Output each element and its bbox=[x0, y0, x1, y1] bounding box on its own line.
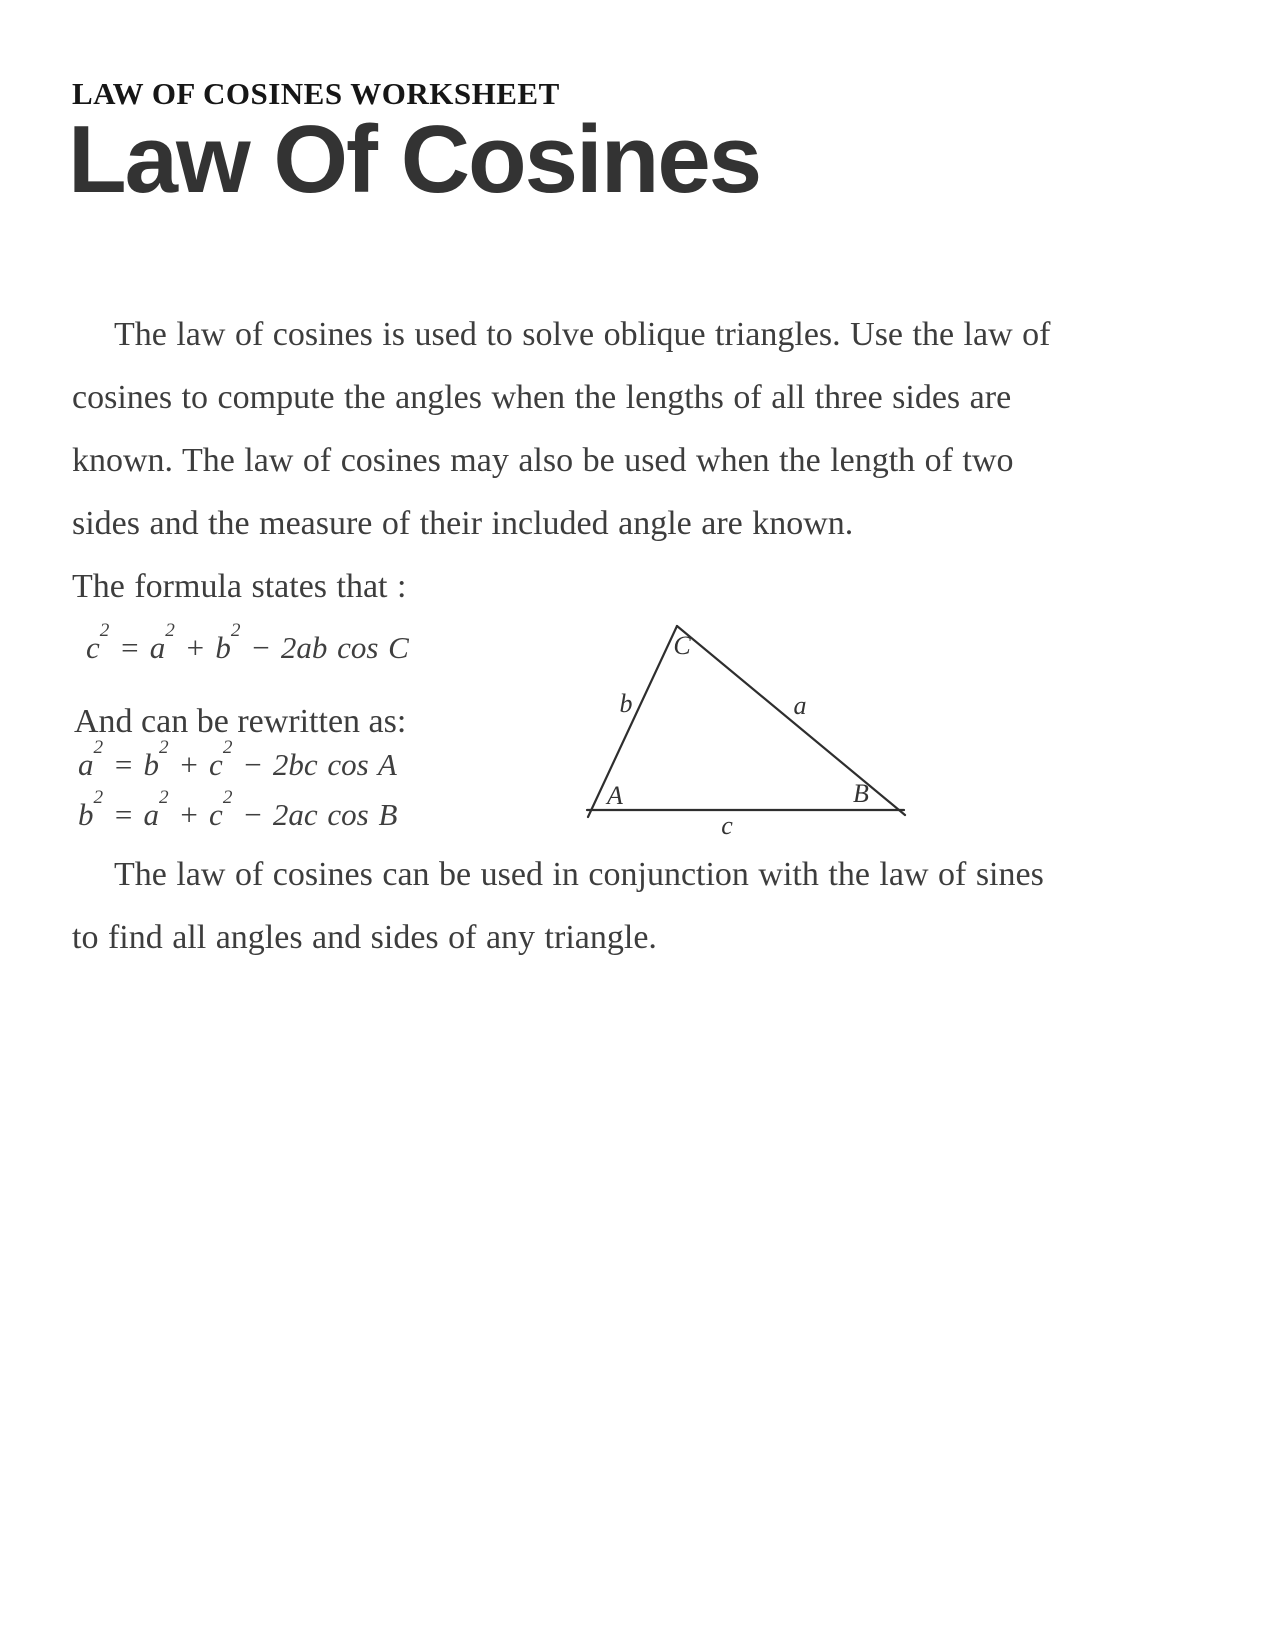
side-label-b: b bbox=[619, 689, 633, 718]
formula-lead-line: The formula states that : bbox=[72, 568, 407, 605]
triangle-side-b-line bbox=[588, 626, 677, 817]
page-title: Law Of Cosines bbox=[68, 106, 761, 213]
closing-line: The law of cosines can be used in conjunction with the law of sines bbox=[114, 856, 1044, 893]
intro-paragraph bbox=[72, 303, 1207, 618]
triangle-figure bbox=[560, 588, 920, 838]
intro-line: cosines to compute the angles when the lengths of all three sides are bbox=[72, 379, 1012, 416]
law-of-cosines-formula-a: $a^2 = b^2 + c^2 - 2bc$ cos A bbox=[78, 737, 397, 782]
law-of-cosines-main-formula: $c^2 = a^2 + b^2 - 2ab$ cos C bbox=[86, 620, 409, 665]
doc-kicker: LAW OF COSINES WORKSHEET bbox=[72, 76, 560, 111]
closing-paragraph bbox=[72, 843, 1207, 969]
vertex-label-b: B bbox=[853, 779, 869, 808]
intro-line: sides and the measure of their included angle are known. bbox=[72, 505, 854, 542]
closing-line: to find all angles and sides of any triangle. bbox=[72, 919, 657, 956]
vertex-label-c: C bbox=[673, 631, 691, 660]
side-label-a: a bbox=[793, 691, 807, 720]
vertex-label-a: A bbox=[607, 781, 623, 810]
triangle-diagram bbox=[560, 588, 920, 838]
triangle-side-a-line bbox=[677, 626, 905, 815]
intro-line: known. The law of cosines may also be used when the length of two bbox=[72, 442, 1014, 479]
side-label-c: c bbox=[721, 811, 733, 838]
law-of-cosines-formula-b: $b^2 = a^2 + c^2 - 2ac$ cos B bbox=[78, 787, 398, 832]
rewrite-lead-line: And can be rewritten as: bbox=[74, 703, 407, 740]
intro-line: The law of cosines is used to solve oblique triangles. Use the law of bbox=[114, 316, 1051, 353]
